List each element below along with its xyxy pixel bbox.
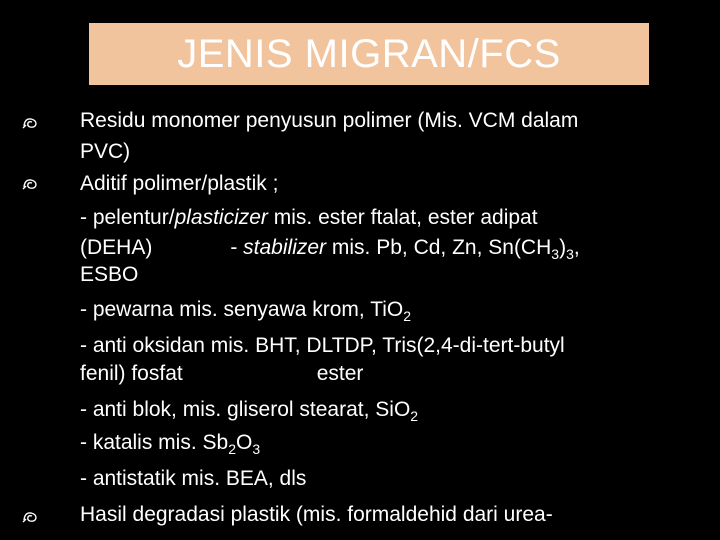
bullet-icon — [22, 177, 38, 191]
subscript: 3 — [551, 246, 560, 262]
italic-term: stabilizer — [243, 236, 327, 259]
text-segment: - katalis mis. Sb — [80, 431, 229, 454]
slide-title: JENIS MIGRAN/FCS — [177, 31, 561, 76]
subscript: 3 — [252, 441, 261, 457]
text-line — [80, 236, 580, 260]
title-box — [89, 23, 649, 85]
text-segment: - — [230, 236, 244, 259]
subscript: 2 — [403, 308, 412, 324]
text-segment: - pelentur/ — [80, 206, 175, 229]
bullet-icon — [22, 510, 38, 524]
text-line: - antistatik mis. BEA, dls — [80, 467, 307, 490]
italic-term: plasticizer — [174, 206, 268, 229]
text-line — [80, 298, 411, 322]
text-segment: O — [236, 431, 253, 454]
subscript: 3 — [566, 246, 574, 262]
text-segment: - pewarna mis. senyawa krom, TiO — [80, 298, 404, 321]
text-segment: (DEHA) — [80, 236, 153, 259]
text-segment: fenil) fosfat — [80, 362, 183, 385]
text-line: PVC) — [80, 140, 131, 163]
text-segment: mis. Pb, Cd, Zn, Sn(CH — [326, 236, 552, 259]
text-line — [80, 398, 418, 422]
text-segment: ) — [559, 236, 567, 259]
text-segment: mis. ester ftalat, ester adipat — [267, 206, 538, 229]
text-segment: - anti blok, mis. gliserol stearat, SiO — [80, 398, 411, 421]
text-segment: , — [573, 236, 580, 259]
bullet-icon — [22, 116, 38, 130]
text-segment: ester — [316, 362, 364, 385]
text-line: - anti oksidan mis. BHT, DLTDP, Tris(2,4-di-tert-butyl — [80, 334, 565, 357]
text-line: Aditif polimer/plastik ; — [80, 172, 279, 195]
text-line — [80, 206, 538, 230]
text-line: ESBO — [80, 263, 139, 286]
subscript: 2 — [410, 408, 419, 424]
text-line: Residu monomer penyusun polimer (Mis. VCM dalam — [80, 109, 579, 132]
text-line — [80, 362, 363, 386]
text-line — [80, 431, 260, 455]
subscript: 2 — [228, 441, 236, 457]
text-line: Hasil degradasi plastik (mis. formaldehid dari urea- — [80, 503, 553, 526]
